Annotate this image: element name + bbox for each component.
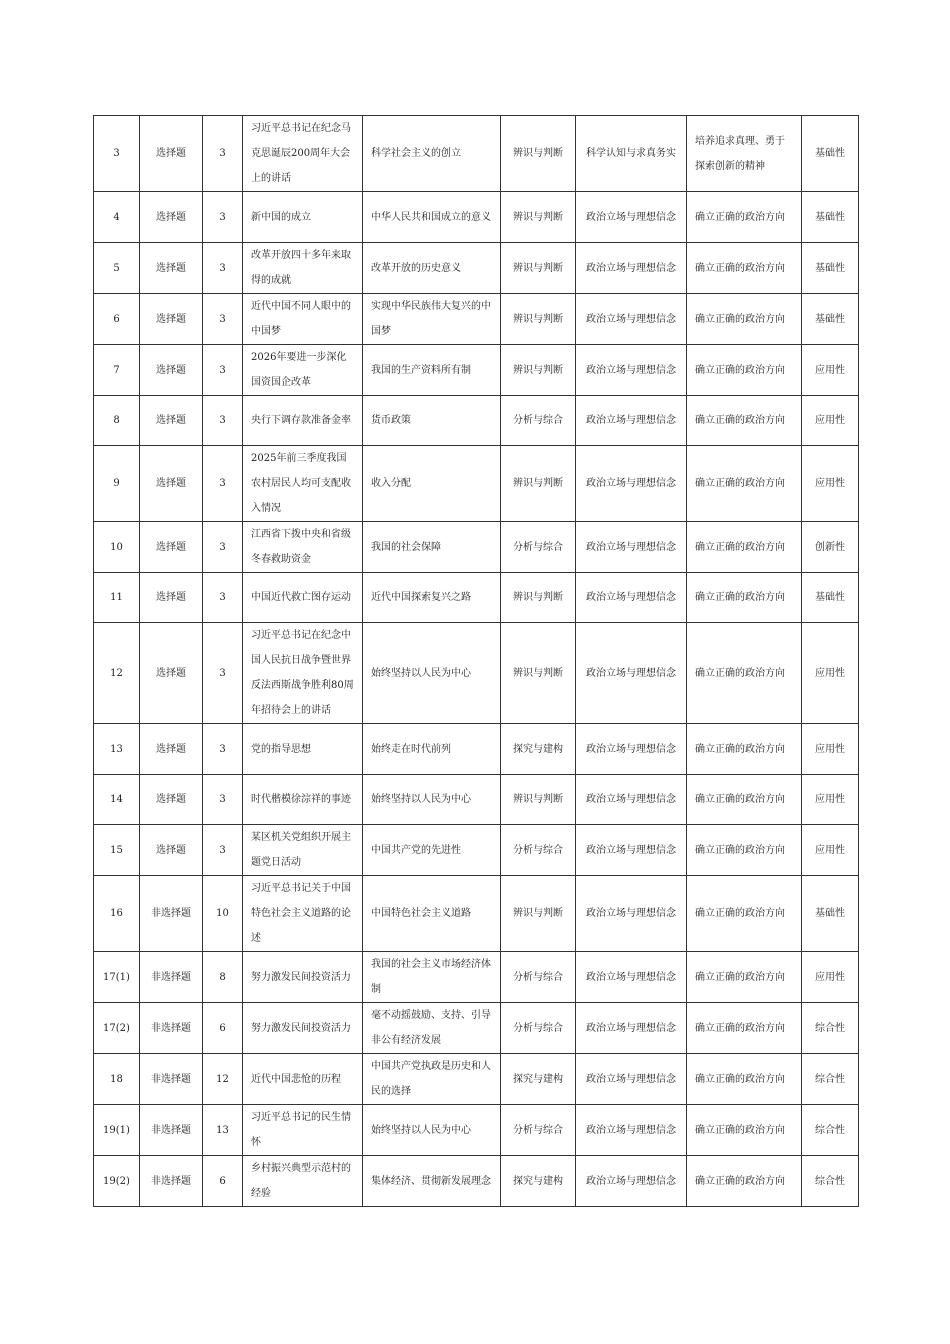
cell-knowledge-point: 中国特色社会主义道路 [363,876,501,952]
cell-level: 基础性 [802,116,859,192]
cell-question-type: 选择题 [140,724,203,775]
cell-literacy: 政治立场与理想信念 [576,294,687,345]
cell-context: 2026年要进一步深化国资国企改革 [243,345,363,396]
cell-ability: 分析与综合 [501,1003,576,1054]
table-row [94,623,859,724]
cell-goal: 确立正确的政治方向 [687,825,802,876]
table-row [94,775,859,825]
cell-question-type: 选择题 [140,243,203,294]
table-row [94,396,859,446]
cell-score: 3 [203,116,243,192]
cell-context: 某区机关党组织开展主题党日活动 [243,825,363,876]
cell-score: 3 [203,446,243,522]
cell-score: 3 [203,825,243,876]
cell-level: 应用性 [802,775,859,825]
cell-literacy: 政治立场与理想信念 [576,396,687,446]
cell-literacy: 政治立场与理想信念 [576,192,687,243]
cell-ability: 辨识与判断 [501,876,576,952]
table-row [94,724,859,775]
table-row [94,876,859,952]
cell-literacy: 政治立场与理想信念 [576,1105,687,1156]
cell-goal: 确立正确的政治方向 [687,1054,802,1105]
cell-level: 基础性 [802,294,859,345]
cell-score: 3 [203,775,243,825]
cell-level: 应用性 [802,446,859,522]
cell-row-number: 10 [94,522,140,573]
cell-context: 央行下调存款准备金率 [243,396,363,446]
cell-context: 习近平总书记关于中国特色社会主义道路的论述 [243,876,363,952]
cell-context: 努力激发民间投资活力 [243,952,363,1003]
cell-literacy: 政治立场与理想信念 [576,1003,687,1054]
cell-row-number: 11 [94,573,140,623]
table-row [94,573,859,623]
cell-row-number: 5 [94,243,140,294]
cell-score: 3 [203,294,243,345]
cell-literacy: 政治立场与理想信念 [576,345,687,396]
cell-goal: 确立正确的政治方向 [687,1105,802,1156]
cell-knowledge-point: 中华人民共和国成立的意义 [363,192,501,243]
cell-score: 6 [203,1003,243,1054]
cell-ability: 探究与建构 [501,1156,576,1207]
cell-score: 3 [203,724,243,775]
cell-goal: 确立正确的政治方向 [687,446,802,522]
cell-row-number: 14 [94,775,140,825]
cell-goal: 确立正确的政治方向 [687,243,802,294]
cell-goal: 确立正确的政治方向 [687,522,802,573]
cell-ability: 分析与综合 [501,522,576,573]
cell-goal: 确立正确的政治方向 [687,876,802,952]
cell-knowledge-point: 我国的生产资料所有制 [363,345,501,396]
cell-literacy: 政治立场与理想信念 [576,952,687,1003]
cell-ability: 分析与综合 [501,1105,576,1156]
cell-knowledge-point: 毫不动摇鼓励、支持、引导非公有经济发展 [363,1003,501,1054]
cell-ability: 辨识与判断 [501,446,576,522]
cell-ability: 辨识与判断 [501,775,576,825]
cell-score: 3 [203,192,243,243]
cell-level: 综合性 [802,1156,859,1207]
cell-row-number: 9 [94,446,140,522]
cell-question-type: 选择题 [140,345,203,396]
cell-goal: 确立正确的政治方向 [687,952,802,1003]
cell-level: 基础性 [802,243,859,294]
cell-question-type: 选择题 [140,775,203,825]
cell-level: 应用性 [802,724,859,775]
cell-goal: 确立正确的政治方向 [687,1156,802,1207]
cell-goal: 确立正确的政治方向 [687,573,802,623]
cell-literacy: 政治立场与理想信念 [576,623,687,724]
cell-goal: 确立正确的政治方向 [687,345,802,396]
exam-spec-table [93,115,859,1207]
cell-knowledge-point: 我国的社会主义市场经济体制 [363,952,501,1003]
cell-row-number: 19(1) [94,1105,140,1156]
cell-row-number: 17(2) [94,1003,140,1054]
cell-score: 12 [203,1054,243,1105]
table-row [94,825,859,876]
cell-row-number: 13 [94,724,140,775]
cell-knowledge-point: 实现中华民族伟大复兴的中国梦 [363,294,501,345]
cell-goal: 确立正确的政治方向 [687,1003,802,1054]
cell-level: 综合性 [802,1054,859,1105]
cell-goal: 确立正确的政治方向 [687,294,802,345]
cell-question-type: 选择题 [140,825,203,876]
cell-ability: 探究与建构 [501,1054,576,1105]
cell-goal: 确立正确的政治方向 [687,775,802,825]
cell-literacy: 政治立场与理想信念 [576,243,687,294]
cell-context: 时代楷模徐淙祥的事迹 [243,775,363,825]
cell-row-number: 18 [94,1054,140,1105]
cell-row-number: 7 [94,345,140,396]
cell-ability: 辨识与判断 [501,294,576,345]
cell-level: 应用性 [802,345,859,396]
table-row [94,1054,859,1105]
cell-knowledge-point: 始终走在时代前列 [363,724,501,775]
cell-level: 应用性 [802,623,859,724]
cell-question-type: 非选择题 [140,1156,203,1207]
cell-score: 3 [203,573,243,623]
cell-goal: 培养追求真理、勇于探索创新的精神 [687,116,802,192]
cell-knowledge-point: 中国共产党执政是历史和人民的选择 [363,1054,501,1105]
cell-literacy: 政治立场与理想信念 [576,825,687,876]
cell-goal: 确立正确的政治方向 [687,396,802,446]
cell-row-number: 12 [94,623,140,724]
cell-literacy: 政治立场与理想信念 [576,775,687,825]
cell-question-type: 非选择题 [140,952,203,1003]
cell-level: 应用性 [802,396,859,446]
cell-level: 综合性 [802,1105,859,1156]
cell-score: 10 [203,876,243,952]
cell-question-type: 选择题 [140,522,203,573]
cell-literacy: 科学认知与求真务实 [576,116,687,192]
cell-row-number: 16 [94,876,140,952]
cell-level: 应用性 [802,952,859,1003]
cell-literacy: 政治立场与理想信念 [576,446,687,522]
cell-row-number: 3 [94,116,140,192]
cell-question-type: 选择题 [140,116,203,192]
table-row [94,116,859,192]
cell-knowledge-point: 始终坚持以人民为中心 [363,775,501,825]
cell-level: 应用性 [802,825,859,876]
cell-score: 3 [203,522,243,573]
table-row [94,446,859,522]
cell-question-type: 非选择题 [140,1003,203,1054]
cell-literacy: 政治立场与理想信念 [576,573,687,623]
cell-ability: 辨识与判断 [501,573,576,623]
cell-ability: 分析与综合 [501,396,576,446]
cell-ability: 分析与综合 [501,825,576,876]
cell-row-number: 15 [94,825,140,876]
cell-context: 习近平总书记的民生情怀 [243,1105,363,1156]
cell-knowledge-point: 始终坚持以人民为中心 [363,1105,501,1156]
cell-level: 基础性 [802,573,859,623]
cell-literacy: 政治立场与理想信念 [576,1054,687,1105]
cell-goal: 确立正确的政治方向 [687,623,802,724]
cell-context: 中国近代救亡图存运动 [243,573,363,623]
cell-knowledge-point: 始终坚持以人民为中心 [363,623,501,724]
cell-context: 改革开放四十多年来取得的成就 [243,243,363,294]
cell-goal: 确立正确的政治方向 [687,724,802,775]
table-row [94,243,859,294]
cell-knowledge-point: 我国的社会保障 [363,522,501,573]
table-row [94,345,859,396]
cell-question-type: 非选择题 [140,876,203,952]
table-row [94,522,859,573]
cell-level: 基础性 [802,192,859,243]
cell-context: 新中国的成立 [243,192,363,243]
cell-row-number: 6 [94,294,140,345]
cell-question-type: 非选择题 [140,1105,203,1156]
cell-score: 3 [203,345,243,396]
cell-literacy: 政治立场与理想信念 [576,522,687,573]
cell-score: 3 [203,623,243,724]
cell-question-type: 非选择题 [140,1054,203,1105]
cell-row-number: 19(2) [94,1156,140,1207]
cell-level: 创新性 [802,522,859,573]
cell-score: 13 [203,1105,243,1156]
cell-knowledge-point: 改革开放的历史意义 [363,243,501,294]
cell-score: 8 [203,952,243,1003]
cell-ability: 辨识与判断 [501,116,576,192]
cell-ability: 辨识与判断 [501,192,576,243]
cell-ability: 辨识与判断 [501,243,576,294]
cell-ability: 辨识与判断 [501,623,576,724]
cell-context: 乡村振兴典型示范村的经验 [243,1156,363,1207]
cell-context: 江西省下拨中央和省级冬春救助资金 [243,522,363,573]
table-row [94,952,859,1003]
cell-knowledge-point: 中国共产党的先进性 [363,825,501,876]
cell-knowledge-point: 科学社会主义的创立 [363,116,501,192]
cell-question-type: 选择题 [140,192,203,243]
cell-level: 综合性 [802,1003,859,1054]
cell-context: 习近平总书记在纪念中国人民抗日战争暨世界反法西斯战争胜利80周年招待会上的讲话 [243,623,363,724]
cell-context: 近代中国不同人眼中的中国梦 [243,294,363,345]
cell-knowledge-point: 近代中国探索复兴之路 [363,573,501,623]
cell-literacy: 政治立场与理想信念 [576,876,687,952]
cell-ability: 探究与建构 [501,724,576,775]
table-row [94,1105,859,1156]
cell-question-type: 选择题 [140,573,203,623]
cell-level: 基础性 [802,876,859,952]
table-row [94,294,859,345]
cell-row-number: 8 [94,396,140,446]
cell-context: 习近平总书记在纪念马克思诞辰200周年大会上的讲话 [243,116,363,192]
table-row [94,192,859,243]
cell-question-type: 选择题 [140,294,203,345]
table-row [94,1156,859,1207]
cell-literacy: 政治立场与理想信念 [576,1156,687,1207]
cell-score: 3 [203,396,243,446]
cell-question-type: 选择题 [140,446,203,522]
cell-row-number: 17(1) [94,952,140,1003]
cell-score: 3 [203,243,243,294]
cell-knowledge-point: 货币政策 [363,396,501,446]
cell-question-type: 选择题 [140,623,203,724]
cell-ability: 分析与综合 [501,952,576,1003]
cell-question-type: 选择题 [140,396,203,446]
cell-context: 2025年前三季度我国农村居民人均可支配收入情况 [243,446,363,522]
cell-row-number: 4 [94,192,140,243]
cell-context: 努力激发民间投资活力 [243,1003,363,1054]
cell-knowledge-point: 集体经济、贯彻新发展理念 [363,1156,501,1207]
table-row [94,1003,859,1054]
cell-goal: 确立正确的政治方向 [687,192,802,243]
cell-knowledge-point: 收入分配 [363,446,501,522]
cell-score: 6 [203,1156,243,1207]
cell-context: 近代中国悲怆的历程 [243,1054,363,1105]
cell-literacy: 政治立场与理想信念 [576,724,687,775]
cell-ability: 辨识与判断 [501,345,576,396]
cell-context: 党的指导思想 [243,724,363,775]
